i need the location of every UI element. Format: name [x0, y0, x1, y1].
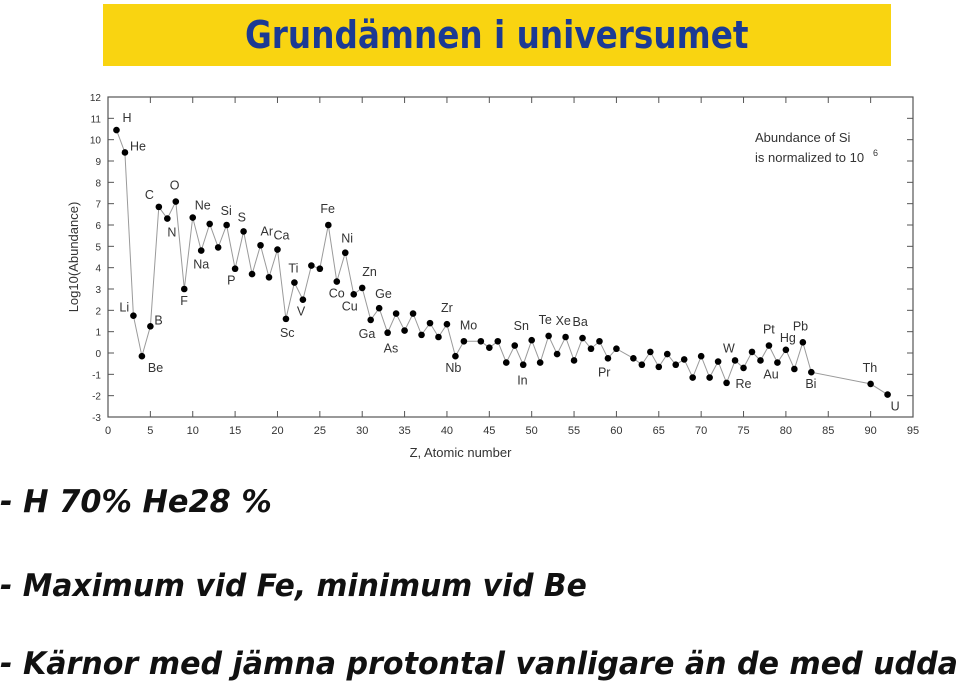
abundance-point [130, 312, 137, 319]
element-label-b: B [154, 313, 163, 328]
x-tick-label: 85 [822, 425, 835, 437]
abundance-point [122, 149, 129, 156]
abundance-point [884, 391, 891, 398]
abundance-point [350, 291, 357, 298]
abundance-point [732, 357, 739, 364]
x-tick-label: 15 [228, 425, 242, 437]
abundance-point [715, 358, 722, 365]
element-label-ni: Ni [341, 231, 354, 246]
abundance-series-line [117, 130, 888, 395]
y-axis-title: Log10(Abundance) [66, 201, 81, 313]
element-label-co: Co [328, 286, 345, 301]
abundance-point [435, 334, 442, 341]
abundance-point [698, 353, 705, 360]
abundance-point [774, 359, 781, 366]
normalization-note-line1: Abundance of Si [755, 130, 851, 145]
element-label-re: Re [735, 376, 752, 391]
element-label-na: Na [193, 257, 210, 272]
element-label-pr: Pr [597, 365, 611, 380]
element-label-p: P [227, 273, 236, 288]
element-label-bi: Bi [805, 377, 817, 392]
title-banner [103, 4, 891, 66]
abundance-point [418, 332, 425, 339]
y-tick-label: 8 [95, 178, 101, 190]
abundance-point [537, 359, 544, 366]
abundance-point [579, 335, 586, 342]
abundance-point [478, 338, 485, 345]
abundance-point [740, 365, 747, 372]
abundance-point [317, 265, 324, 272]
abundance-point [240, 228, 247, 235]
abundance-point [528, 337, 535, 344]
y-tick-label: 1 [95, 327, 101, 339]
element-label-te: Te [538, 312, 552, 327]
element-label-c: C [144, 187, 154, 202]
element-label-sc: Sc [279, 325, 295, 340]
abundance-point [791, 366, 798, 373]
abundance-point [257, 242, 264, 249]
y-tick-label: 0 [95, 349, 101, 360]
bullet-max-min: - Maximum vid Fe, minimum vid Be [0, 568, 587, 604]
abundance-point [706, 374, 713, 381]
abundance-point [452, 353, 459, 360]
y-tick-label: 10 [89, 135, 101, 147]
abundance-point [596, 338, 603, 345]
x-tick-label: 45 [483, 425, 496, 437]
abundance-point [376, 305, 383, 312]
element-label-v: V [296, 304, 306, 319]
abundance-chart [0, 80, 960, 470]
abundance-point [749, 349, 756, 356]
abundance-point [359, 285, 366, 292]
abundance-point [571, 357, 578, 364]
abundance-point [639, 361, 646, 368]
abundance-point [655, 364, 662, 371]
abundance-point [766, 342, 773, 349]
abundance-point [613, 345, 620, 352]
element-label-si: Si [220, 204, 232, 218]
abundance-point [427, 320, 434, 327]
abundance-point [283, 316, 290, 323]
abundance-point [511, 342, 518, 349]
x-tick-label: 70 [695, 425, 708, 437]
element-label-nb: Nb [445, 361, 462, 376]
abundance-point [647, 349, 654, 356]
abundance-point [444, 321, 451, 328]
abundance-point [689, 374, 696, 381]
abundance-point [367, 317, 374, 324]
abundance-point [503, 359, 510, 366]
y-tick-label: -2 [92, 391, 101, 403]
x-tick-label: 5 [147, 425, 154, 437]
abundance-point [672, 361, 679, 368]
element-label-th: Th [862, 360, 878, 375]
bullet-even-odd: - Kärnor med jämna protontal vanligare än de med udda [0, 646, 958, 682]
abundance-point [189, 214, 196, 221]
element-label-au: Au [763, 367, 779, 382]
abundance-point [198, 247, 205, 254]
abundance-point [215, 244, 222, 251]
element-label-ge: Ge [375, 287, 392, 302]
element-label-f: F [180, 294, 188, 308]
abundance-point [156, 204, 163, 211]
abundance-point [164, 215, 171, 222]
abundance-point [266, 274, 273, 281]
x-tick-label: 50 [525, 425, 538, 437]
x-axis-title: Z, Atomic number [409, 445, 512, 460]
bullet-composition: - H 70% He28 % [0, 484, 272, 520]
element-label-ca: Ca [273, 228, 290, 243]
element-label-h: H [122, 111, 132, 126]
element-label-as: As [383, 341, 399, 356]
y-tick-label: 3 [95, 285, 101, 296]
abundance-point [113, 127, 120, 134]
element-label-zr: Zr [440, 301, 453, 316]
abundance-point [147, 323, 154, 330]
x-tick-label: 40 [440, 425, 454, 437]
x-tick-label: 65 [652, 425, 665, 437]
abundance-point [410, 310, 417, 317]
abundance-point [545, 333, 552, 340]
abundance-point [342, 249, 349, 256]
y-tick-label: -1 [92, 370, 101, 382]
y-tick-label: 2 [95, 306, 101, 318]
element-label-ne: Ne [194, 198, 211, 213]
abundance-point [384, 329, 391, 336]
y-tick-label: 12 [89, 93, 101, 104]
x-tick-label: 60 [610, 425, 623, 437]
abundance-point [249, 271, 256, 278]
x-tick-label: 55 [567, 425, 581, 437]
element-label-be: Be [147, 361, 164, 376]
abundance-point [139, 353, 146, 360]
abundance-point [867, 381, 874, 388]
abundance-point [223, 222, 230, 229]
element-label-zn: Zn [362, 264, 377, 279]
normalization-note-line2: is normalized to 10 [755, 150, 865, 165]
abundance-point [494, 338, 501, 345]
x-tick-label: 35 [398, 425, 411, 437]
abundance-point [808, 369, 815, 376]
x-tick-label: 95 [906, 425, 920, 437]
abundance-point [520, 361, 527, 368]
abundance-point [232, 265, 239, 272]
abundance-point [181, 286, 188, 293]
abundance-point [800, 339, 807, 346]
abundance-point [554, 351, 561, 358]
abundance-point [723, 380, 730, 387]
element-label-fe: Fe [320, 202, 335, 216]
y-tick-label: 11 [90, 114, 101, 126]
slide-title: Grundämnen i universumet [245, 13, 749, 57]
y-tick-label: 7 [95, 199, 101, 211]
abundance-point [757, 357, 764, 364]
x-tick-label: 0 [104, 425, 112, 437]
element-label-s: S [237, 210, 246, 225]
abundance-point [274, 246, 281, 253]
element-label-u: U [890, 399, 900, 414]
y-tick-label: 6 [95, 221, 101, 232]
abundance-point [605, 355, 612, 362]
x-tick-label: 10 [186, 425, 199, 437]
abundance-point [681, 356, 688, 363]
x-tick-label: 20 [271, 425, 284, 437]
element-label-w: W [723, 341, 735, 356]
abundance-point [401, 327, 408, 334]
element-label-in: In [517, 373, 528, 388]
element-label-cu: Cu [341, 299, 358, 314]
x-tick-label: 75 [737, 425, 750, 437]
x-tick-label: 80 [779, 425, 793, 437]
element-label-ar: Ar [260, 224, 274, 239]
element-label-sn: Sn [513, 319, 529, 334]
abundance-point [588, 345, 595, 352]
x-tick-label: 25 [313, 425, 326, 437]
element-label-ga: Ga [358, 326, 376, 341]
abundance-point [206, 221, 213, 228]
x-tick-label: 90 [864, 425, 877, 437]
abundance-point [664, 351, 671, 358]
element-label-hg: Hg [779, 330, 796, 345]
element-label-n: N [167, 225, 177, 240]
element-label-ti: Ti [288, 261, 299, 276]
abundance-point [461, 338, 468, 345]
element-label-he: He [129, 139, 146, 154]
abundance-point [393, 310, 400, 317]
y-tick-label: -3 [92, 413, 101, 424]
y-tick-label: 4 [95, 263, 101, 275]
y-tick-label: 5 [95, 242, 101, 254]
y-tick-label: 9 [95, 157, 101, 168]
abundance-point [308, 262, 315, 269]
element-label-li: Li [119, 300, 130, 315]
abundance-point [172, 198, 179, 205]
abundance-point [325, 222, 332, 229]
x-tick-label: 30 [356, 425, 369, 437]
abundance-point [630, 355, 637, 362]
element-label-mo: Mo [459, 318, 478, 333]
element-label-xe: Xe [555, 314, 571, 328]
abundance-point [486, 344, 493, 351]
element-label-pt: Pt [762, 322, 775, 337]
element-label-o: O [169, 178, 180, 193]
abundance-point [291, 279, 298, 286]
abundance-point [333, 278, 340, 285]
element-label-ba: Ba [572, 315, 588, 330]
normalization-note-exponent: 6 [873, 148, 879, 158]
element-label-pb: Pb [792, 319, 809, 334]
abundance-point [562, 334, 569, 341]
abundance-point [300, 296, 307, 303]
abundance-point [783, 347, 790, 354]
